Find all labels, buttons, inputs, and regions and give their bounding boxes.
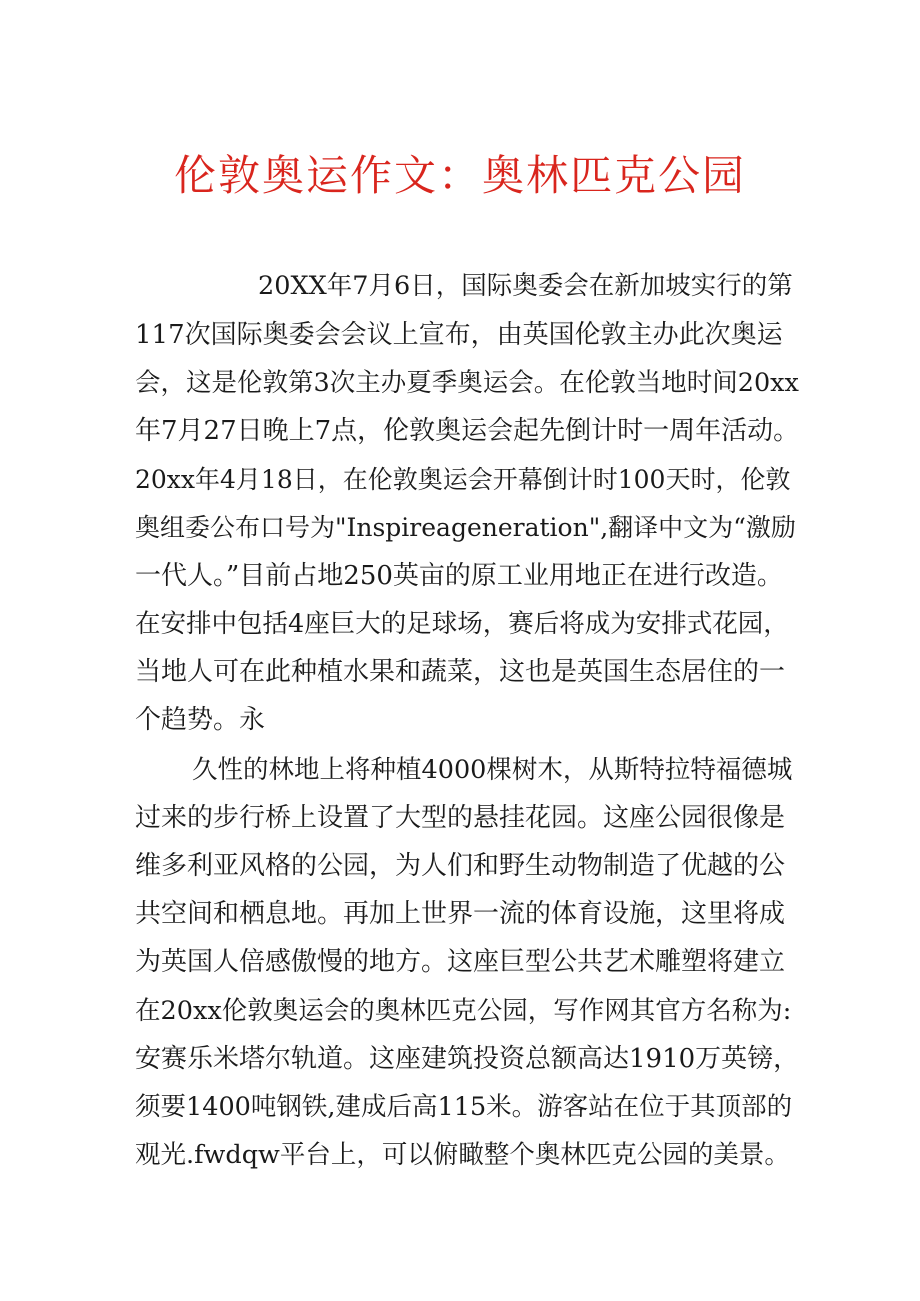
text-line: 会，这是伦敦第3次主办夏季奥运会。在伦敦当地时间20xx — [135, 368, 799, 398]
text-line: 为英国人倍感傲慢的地方。这座巨型公共艺术雕塑将建立 — [135, 947, 786, 977]
text-line: 年7月27日晚上7点，伦敦奥运会起先倒计时一周年活动。 — [135, 416, 800, 446]
text-line: 奥组委公布口号为"Inspireageneration",翻译中文为“激励 — [135, 513, 796, 542]
text-line: 20xx年4月18日，在伦敦奥运会开幕倒计时100天时，伦敦 — [135, 465, 791, 494]
text-line: 须要1400吨钢铁,建成后高115米。游客站在位于其顶部的 — [135, 1092, 793, 1122]
text-line: 117次国际奥委会会议上宣布，由英国伦敦主办此次奥运 — [135, 320, 783, 350]
text-line: 在20xx伦敦奥运会的奥林匹克公园，写作网其官方名称为: — [135, 996, 792, 1026]
text-line: 共空间和栖息地。再加上世界一流的体育设施，这里将成 — [135, 899, 786, 929]
text-line: 安赛乐米塔尔轨道。这座建筑投资总额高达1910万英镑， — [135, 1044, 800, 1074]
text-line: 当地人可在此种植水果和蔬菜，这也是英国生态居住的一 — [135, 657, 786, 687]
text-line: 个趋势。永 — [135, 705, 266, 735]
text-line: 20XX年7月6日，国际奥委会在新加坡实行的第 — [258, 271, 793, 301]
text-line: 过来的步行桥上设置了大型的悬挂花园。这座公园很像是 — [135, 803, 786, 833]
text-line: 观光.fwdqw平台上，可以俯瞰整个奥林匹克公园的美景。 — [135, 1140, 790, 1170]
text-line: 维多利亚风格的公园，为人们和野生动物制造了优越的公 — [135, 851, 786, 881]
text-line: 在安排中包括4座巨大的足球场，赛后将成为安排式花园， — [135, 609, 789, 639]
page-title: 伦敦奥运作文：奥林匹克公园 — [173, 151, 746, 200]
text-line: 一代人。”目前占地250英亩的原工业用地正在进行改造。 — [135, 561, 783, 591]
text-line: 久性的林地上将种植4000棵树木，从斯特拉特福德城 — [192, 755, 793, 785]
